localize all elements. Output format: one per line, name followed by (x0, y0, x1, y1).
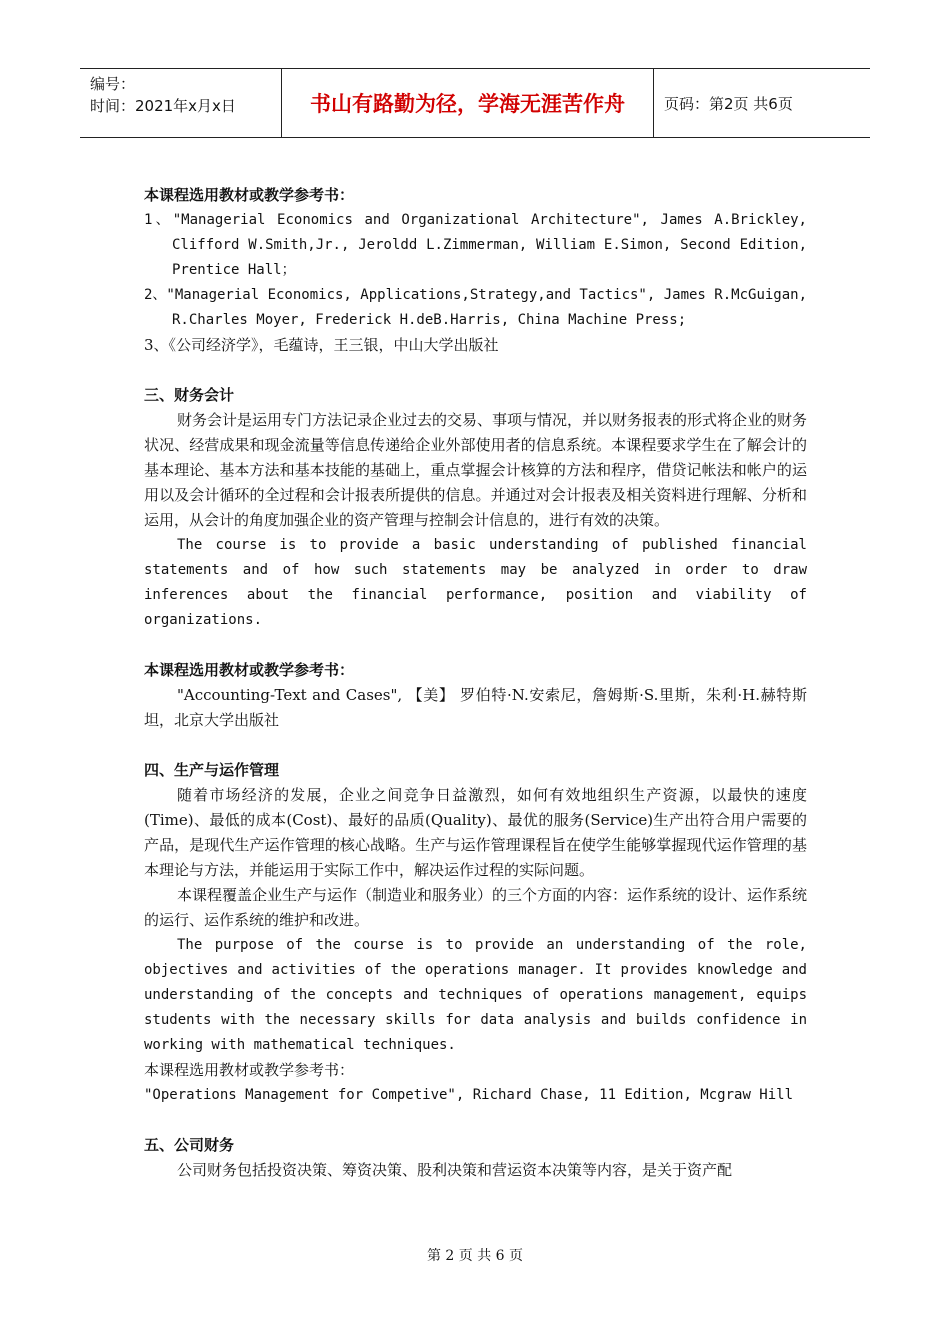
page-header (80, 68, 870, 138)
section-paragraph-en: The purpose of the course is to provide an understanding of the role, objectives and activities of the operations manager. It provides knowledge and understanding of the concepts and techniques of operations management, equips students with the necessary skills for data analysis and builds confidence in working with mathematical techniques. (144, 937, 807, 1053)
section-title: 三、财务会计 (144, 386, 235, 404)
section-paragraph: 财务会计是运用专门方法记录企业过去的交易、事项与情况，并以财务报表的形式将企业的财务状况、经营成果和现金流量等信息传递给企业外部使用者的信息系统。本课程要求学生在了解会计的基本理论、基本方法和基本技能的基础上，重点掌握会计核算的方法和程序，借贷记帐法和帐户的运用以及会计循环的全过程和会计报表所提供的信息。并通过对会计报表及相关资料进行理解、分析和运用，从会计的角度加强企业的资产管理与控制会计信息的，进行有效的决策。 (144, 411, 808, 529)
reference-item: "Operations Management for Competive", Richard Chase, 11 Edition, Mcgraw Hill (144, 1087, 794, 1103)
time-label: 时间：2021年x月x日 (90, 97, 236, 115)
page-footer: 第 2 页 共 6 页 (426, 1248, 524, 1264)
reference-item: 1、"Managerial Economics and Organizational Architecture", James A.Brickley, Clifford W.Smith,Jr., Jeroldd L.Zimmerman, William E.Simon, Second Edition, Prentice Hall； (144, 212, 807, 278)
reference-item: 3、《公司经济学》，毛蕴诗，王三银，中山大学出版社 (144, 336, 499, 354)
ref-heading: 本课程选用教材或教学参考书： (144, 1061, 355, 1079)
section-paragraph: 公司财务包括投资决策、筹资决策、股利决策和营运资本决策等内容，是关于资产配 (177, 1161, 733, 1179)
ref-heading: 本课程选用教材或教学参考书： (144, 186, 355, 204)
section-title: 四、生产与运作管理 (144, 761, 280, 779)
header-meta (80, 69, 282, 137)
header-motto: 书山有路勤为径，学海无涯苦作舟 (282, 69, 654, 137)
section-title: 五、公司财务 (144, 1136, 235, 1154)
number-label: 编号： (90, 75, 136, 93)
reference-item: 2、"Managerial Economics, Applications,Strategy,and Tactics", James R.McGuigan, R.Charles Moyer, Frederick H.deB.Harris, China Machine Press; (144, 287, 808, 328)
reference-item: "Accounting-Text and Cases", 【美】 罗伯特·N.安索尼，詹姆斯·S.里斯，朱利·H.赫特斯坦，北京大学出版社 (144, 686, 807, 729)
section-paragraph-en: The course is to provide a basic understanding of published financial statements and of how such statements may be analyzed in order to draw inferences about the financial performance, position and viability of organizations. (144, 537, 807, 628)
section-paragraph: 随着市场经济的发展，企业之间竞争日益激烈，如何有效地组织生产资源，以最快的速度(Time)、最低的成本(Cost)、最好的品质(Quality)、最优的服务(Service)生产出符合用户需要的产品，是现代生产运作管理的核心战略。生产与运作管理课程旨在使学生能够掌握现代运作管理的基本理论与方法，并能运用于实际工作中，解决运作过程的实际问题。 (144, 786, 807, 879)
document-body (144, 183, 807, 1183)
ref-heading: 本课程选用教材或教学参考书： (144, 661, 355, 679)
section-paragraph: 本课程覆盖企业生产与运作（制造业和服务业）的三个方面的内容：运作系统的设计、运作系统的运行、运作系统的维护和改进。 (144, 886, 808, 929)
header-page-label: 页码：第2页 共6页 (664, 94, 793, 113)
